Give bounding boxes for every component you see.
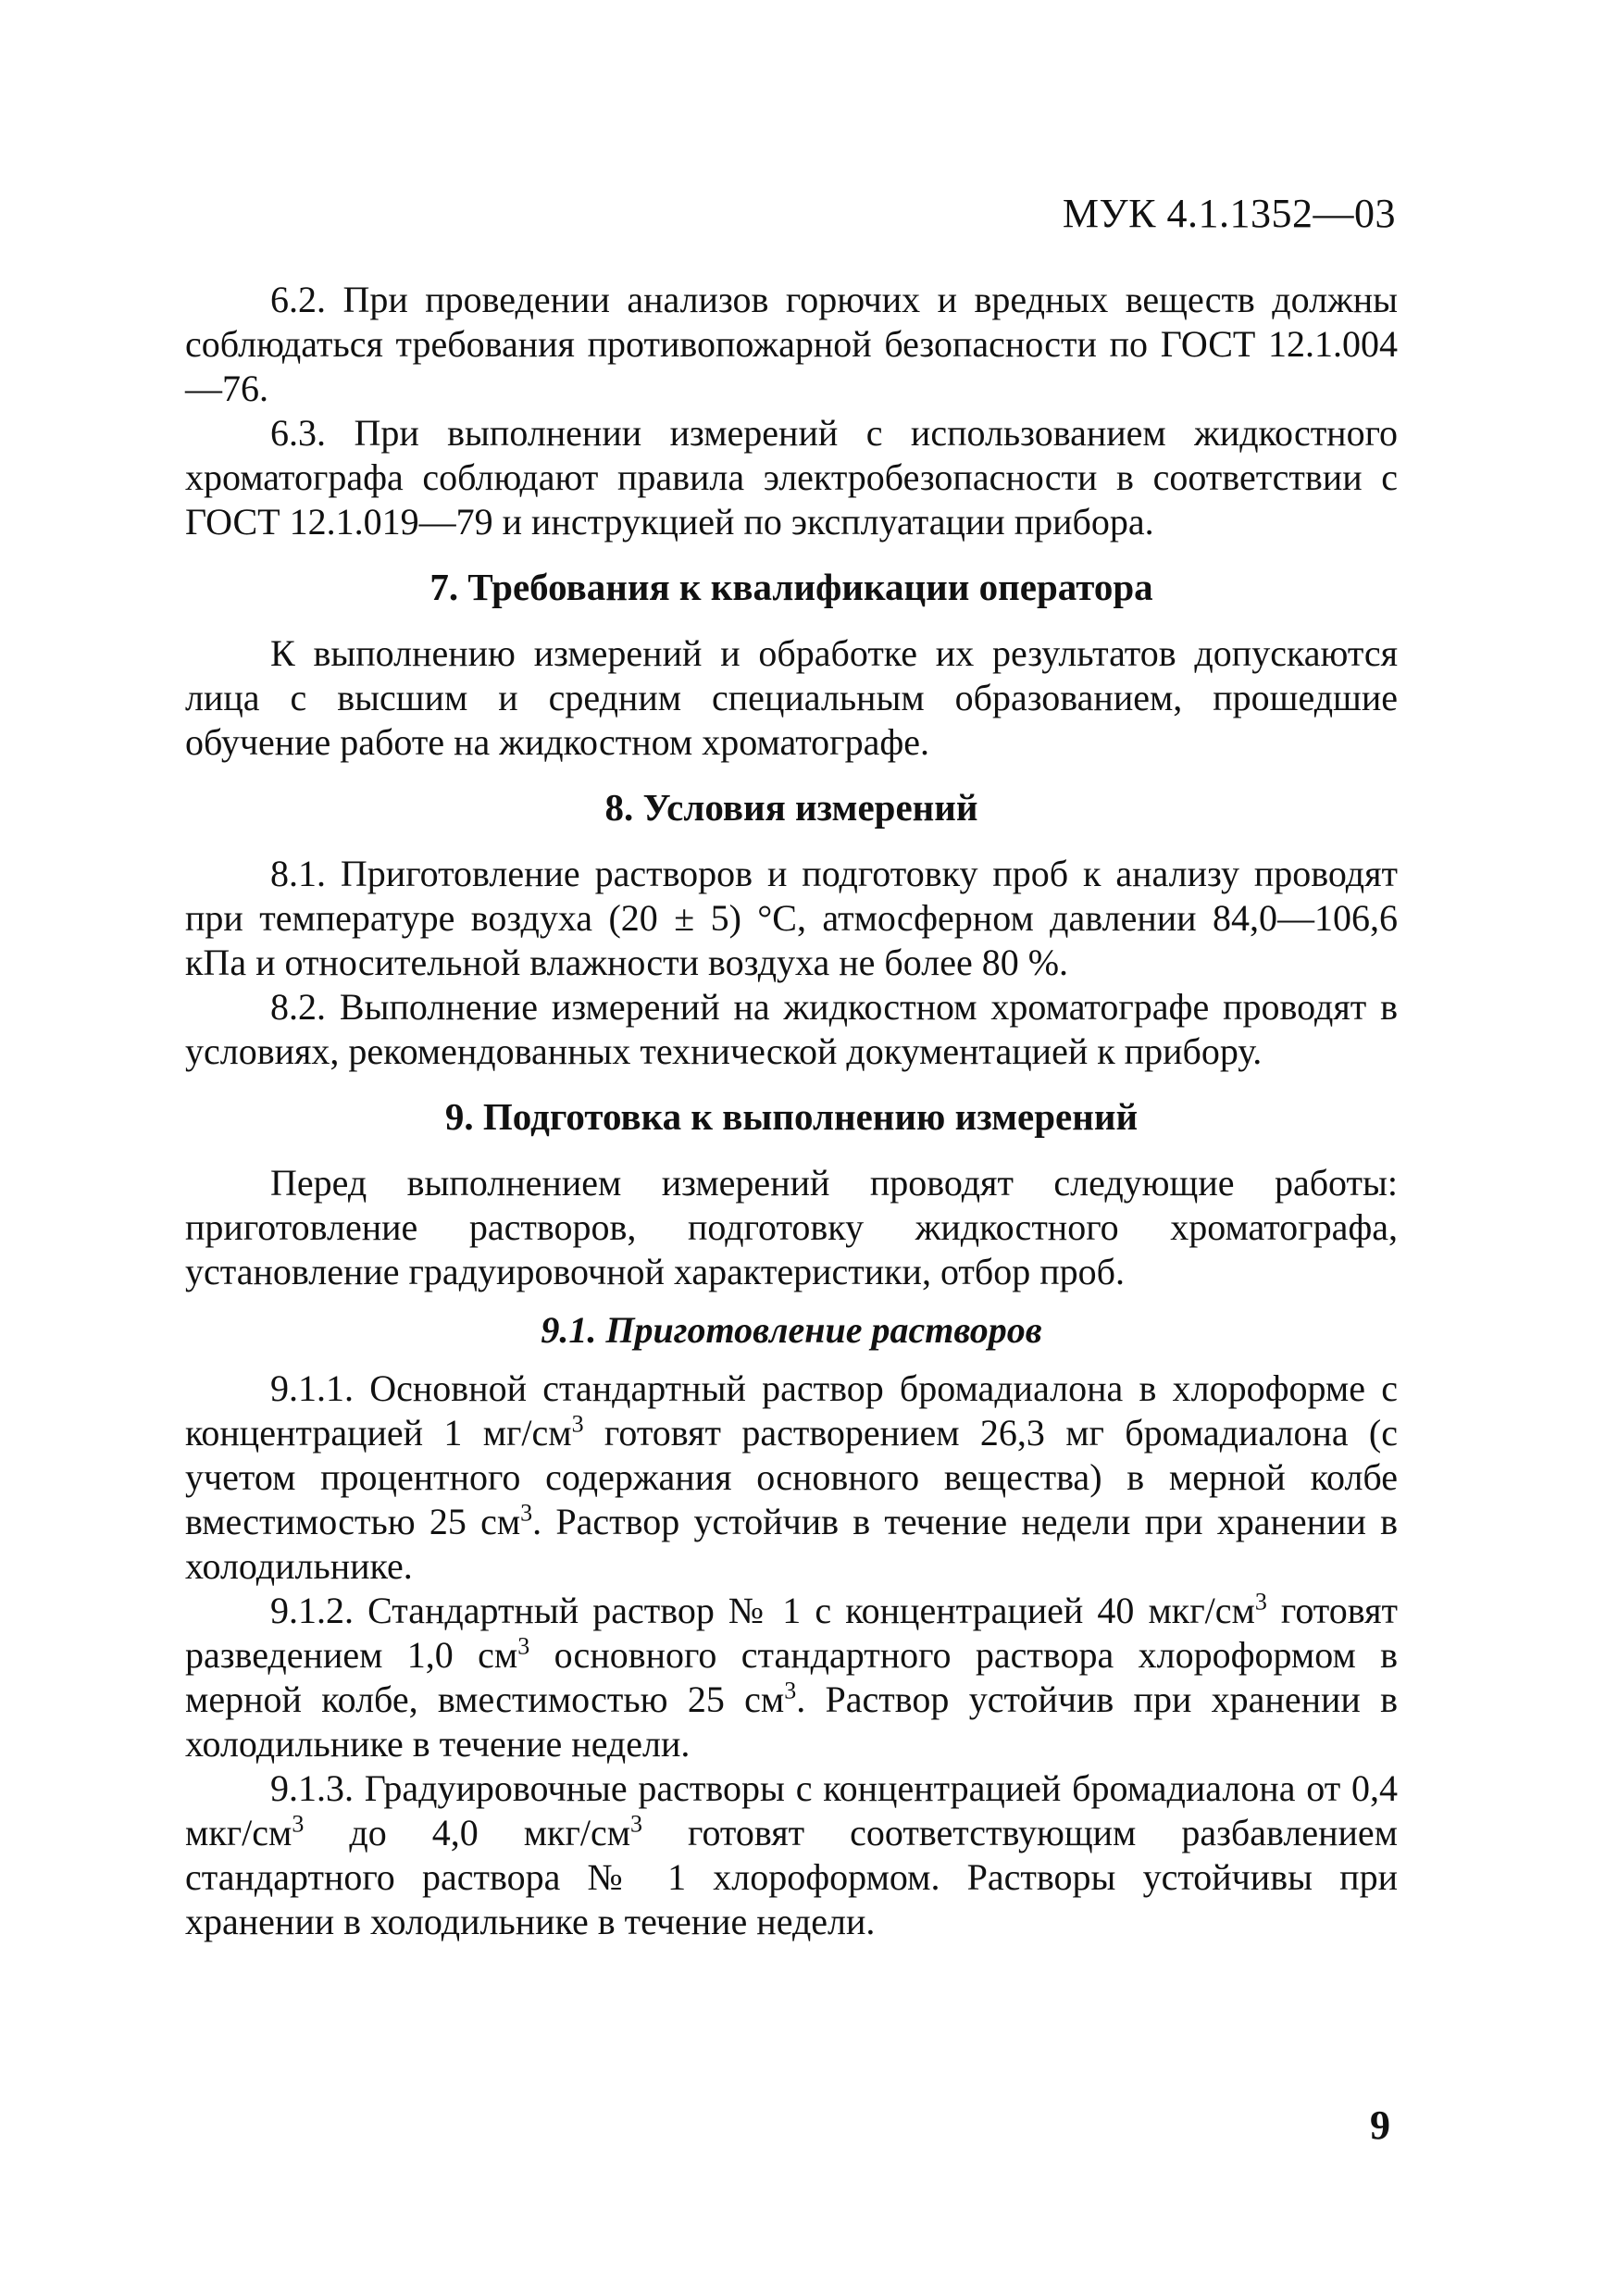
paragraph-9-intro: Перед выполнением измерений проводят следующие работы: приготовление растворов, подготовку жидкостного хроматографа, установление градуировочной характеристики, отбор проб. — [185, 1162, 1398, 1292]
text-run: готовят растворением 26,3 мг бромадиалона (с учетом процентного содержания основного вещества) в мерной колбе вместимостью 25 см — [185, 1412, 1398, 1542]
text-run: 9.1.3. Градуировочные растворы с концентрацией бромадиалона от 0,4 мкг/см — [185, 1767, 1398, 1853]
text-run: основного стандартного раствора хлороформом в мерной колбе, вместимостью 25 см — [185, 1634, 1398, 1720]
paragraph-8-1: 8.1. Приготовление растворов и подготовку проб к анализу проводят при температуре воздуха (20 ± 5) °C, атмосферном давлении 84,0—106,6 кПа и относительной влажности воздуха не более 80 %. — [185, 853, 1398, 983]
page-body — [185, 278, 1398, 1944]
section-7-heading: 7. Требования к квалификации оператора — [429, 566, 1153, 608]
subsection-9-1-heading: 9.1. Приготовление растворов — [541, 1309, 1042, 1351]
paragraph-9-1-2 — [185, 1589, 1398, 1766]
paragraph-9-1-3 — [185, 1766, 1398, 1944]
section-8-heading: 8. Условия измерений — [604, 786, 978, 829]
text-run: . Раствор устойчив в течение недели при хранении в холодильнике. — [185, 1501, 1398, 1587]
text-run: готовят соответствующим разбавлением стандартного раствора № 1 хлороформом. Растворы устойчивы при хранении в холодильнике в течение недели. — [185, 1812, 1398, 1942]
superscript: 3 — [571, 1410, 584, 1438]
superscript: 3 — [1254, 1588, 1267, 1616]
text-run: 9.1.2. Стандартный раствор № 1 с концентрацией 40 мкг/см — [270, 1590, 1255, 1631]
superscript: 3 — [292, 1810, 305, 1838]
superscript: 3 — [784, 1677, 797, 1704]
superscript: 3 — [517, 1632, 530, 1660]
paragraph-6-3: 6.3. При выполнении измерений с использованием жидкостного хроматографа соблюдают правила электробезопасности в соответствии с ГОСТ 12.1.019—79 и инструкцией по эксплуатации прибора. — [185, 412, 1398, 543]
superscript: 3 — [520, 1499, 533, 1527]
paragraph-9-1-1 — [185, 1366, 1398, 1589]
document-code-header: МУК 4.1.1352—03 — [1062, 191, 1396, 236]
paragraph-7-1: К выполнению измерений и обработке их результатов допускаются лица с высшим и средним специальным образованием, прошедшие обучение работе на жидкостном хроматографе. — [185, 632, 1398, 763]
superscript: 3 — [630, 1810, 643, 1838]
text-run: готовят разведением 1,0 см — [185, 1590, 1398, 1676]
text-run: до 4,0 мкг/см — [304, 1812, 631, 1853]
text-run: . Раствор устойчив при хранении в холодильнике в течение недели. — [185, 1678, 1399, 1765]
text-run: 9.1.1. Основной стандартный раствор бромадиалона в хлороформе с концентрацией 1 мг/см — [185, 1367, 1398, 1454]
section-9-heading: 9. Подготовка к выполнению измерений — [444, 1095, 1139, 1138]
paragraph-8-2: 8.2. Выполнение измерений на жидкостном хроматографе проводят в условиях, рекомендованных технической документацией к прибору. — [185, 986, 1398, 1072]
paragraph-6-2: 6.2. При проведении анализов горючих и вредных веществ должны соблюдаться требования противопожарной безопасности по ГОСТ 12.1.004—76. — [185, 279, 1398, 409]
page-number: 9 — [1370, 2103, 1390, 2148]
